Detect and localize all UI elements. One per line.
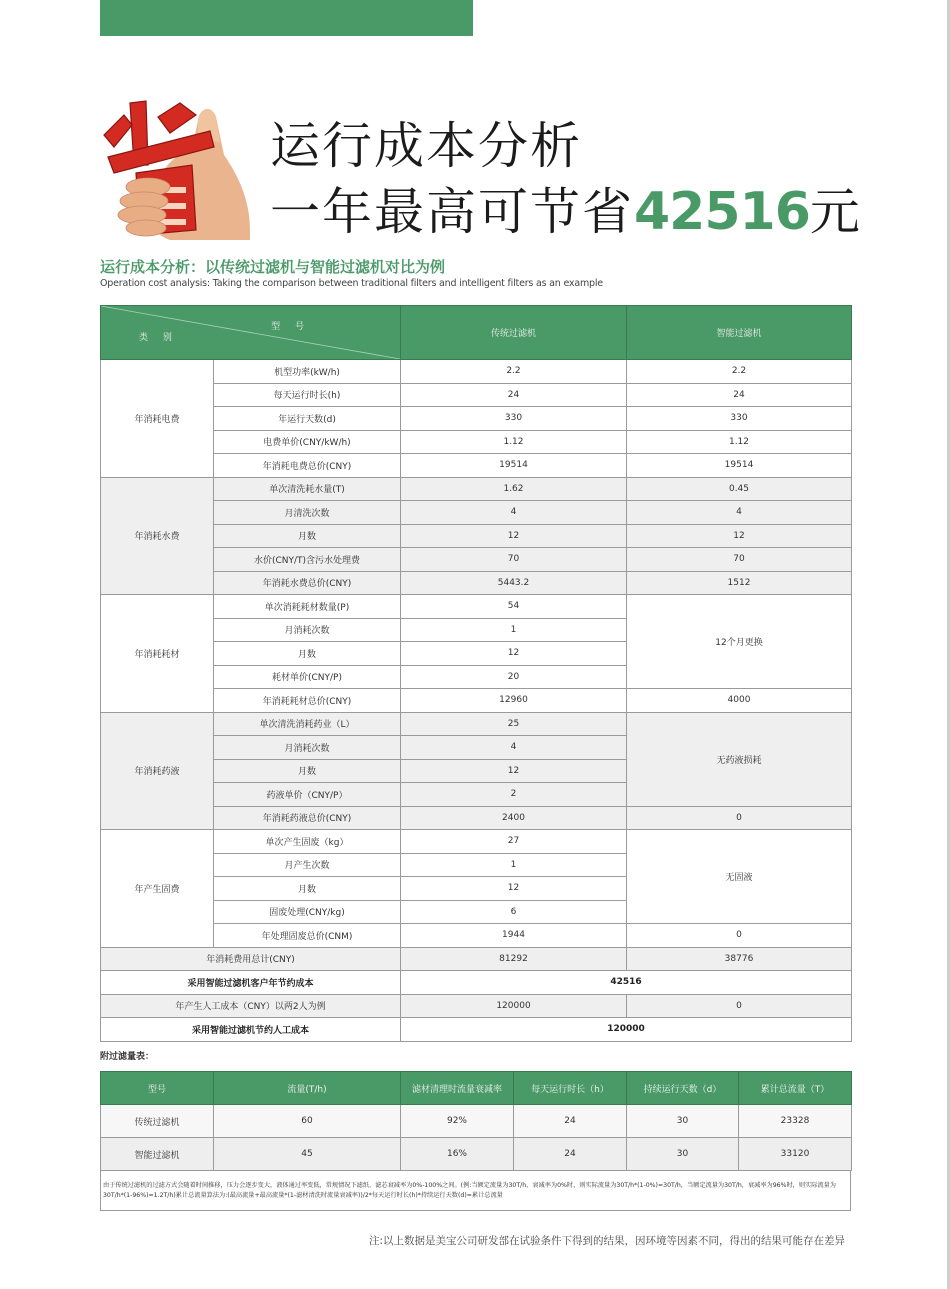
traditional-value: 4: [401, 736, 627, 760]
smart-value: 12: [627, 524, 852, 548]
item-cell: 电费单价(CNY/kW/h): [214, 430, 401, 454]
labor-smart: 0: [627, 994, 852, 1018]
flow-header-decay: 滤材清理时流量衰减率: [401, 1072, 514, 1105]
total-traditional: 81292: [401, 947, 627, 971]
total-label: 年消耗费用总计(CNY): [101, 947, 401, 971]
item-cell: 年处理固废总价(CNM): [214, 924, 401, 948]
smart-value: 0: [627, 806, 852, 830]
hero-title: 运行成本分析: [270, 117, 582, 175]
labor-saving-value: 120000: [401, 1018, 852, 1042]
traditional-value: 27: [401, 830, 627, 854]
table-header-row: [101, 306, 852, 360]
total-smart: 38776: [627, 947, 852, 971]
item-cell: 单次产生固废（kg）: [214, 830, 401, 854]
flow-header-days: 持续运行天数（d）: [627, 1072, 739, 1105]
traditional-value: 54: [401, 595, 627, 619]
item-cell: 单次清洗消耗药业（L）: [214, 712, 401, 736]
header-traditional: 传统过滤机: [401, 306, 627, 360]
category-cell: 年产生固费: [101, 830, 214, 948]
flow-cell: 23328: [739, 1105, 852, 1138]
smart-value: 1.12: [627, 430, 852, 454]
item-cell: 月数: [214, 759, 401, 783]
flow-table-label: 附过滤量表：: [100, 1052, 155, 1062]
table-row: [101, 454, 852, 478]
smart-value: 70: [627, 548, 852, 572]
traditional-value: 1: [401, 853, 627, 877]
smart-value: 0.45: [627, 477, 852, 501]
top-accent-bar: [100, 0, 473, 36]
item-cell: 月数: [214, 877, 401, 901]
header-diagonal-cell: [101, 306, 401, 360]
table-row: [101, 360, 852, 384]
flow-cell: 传统过滤机: [101, 1105, 214, 1138]
item-cell: 耗材单价(CNY/P): [214, 665, 401, 689]
traditional-value: 12: [401, 759, 627, 783]
traditional-value: 20: [401, 665, 627, 689]
flow-cell: 33120: [739, 1138, 852, 1171]
traditional-value: 1944: [401, 924, 627, 948]
item-cell: 年消耗水费总价(CNY): [214, 571, 401, 595]
flow-header-total: 累计总流量（T）: [739, 1072, 852, 1105]
table-row: [101, 477, 852, 501]
flow-row: [101, 1105, 852, 1138]
hero-savings-line: [270, 182, 862, 242]
table-row: [101, 524, 852, 548]
traditional-value: 12: [401, 524, 627, 548]
item-cell: 单次消耗耗材数量(P): [214, 595, 401, 619]
traditional-value: 2.2: [401, 360, 627, 384]
flow-cell: 45: [214, 1138, 401, 1171]
table-row: [101, 501, 852, 525]
header-smart: 智能过滤机: [627, 306, 852, 360]
traditional-value: 25: [401, 712, 627, 736]
item-cell: 药液单价（CNY/P）: [214, 783, 401, 807]
table-row: [101, 924, 852, 948]
traditional-value: 4: [401, 501, 627, 525]
traditional-value: 1.12: [401, 430, 627, 454]
item-cell: 月消耗次数: [214, 618, 401, 642]
flow-cell: 60: [214, 1105, 401, 1138]
category-cell: 年消耗耗材: [101, 595, 214, 713]
section-title-en: Operation cost analysis: Taking the comparison between traditional filters and intelligent filters as an example: [100, 278, 603, 289]
smart-value: 24: [627, 383, 852, 407]
flow-header-model: 型号: [101, 1072, 214, 1105]
flow-cell: 智能过滤机: [101, 1138, 214, 1171]
item-cell: 月清洗次数: [214, 501, 401, 525]
smart-merged-note: 无药液损耗: [627, 712, 852, 806]
table-row: [101, 806, 852, 830]
header-category-label: 类 别: [139, 333, 178, 343]
flow-footnote: 由于传统过滤机的过滤方式会随着时间推移，压力会逐步变大，液体通过率变低，常规情况下滤纸、滤芯衰减率为0%-100%之间。(例:当额定流量为30T/h，衰减率为0%时，则实际流量为30T/h*(1-0%)=30T/h，当额定流量为30T/h，衰减率为96%时，则实际流量为30T/h*(1-96%)=1.2T/h)累计总流量算法为:(最高流量+最高流量*(1-滤材清洗时流量衰减率))/2*每天运行时长(h)*持续运行天数(d)=累计总流量: [100, 1170, 851, 1211]
item-cell: 月消耗次数: [214, 736, 401, 760]
traditional-value: 2400: [401, 806, 627, 830]
smart-value: 330: [627, 407, 852, 431]
smart-value: 4: [627, 501, 852, 525]
saving-row: [101, 971, 852, 995]
traditional-value: 12: [401, 642, 627, 666]
labor-label: 年产生人工成本（CNY）以两2人为例: [101, 994, 401, 1018]
flow-row: [101, 1138, 852, 1171]
flow-volume-table: [100, 1071, 852, 1171]
category-cell: 年消耗药液: [101, 712, 214, 830]
category-cell: 年消耗电费: [101, 360, 214, 478]
table-row: [101, 571, 852, 595]
smart-value: 4000: [627, 689, 852, 713]
smart-value: 2.2: [627, 360, 852, 384]
labor-saving-label: 采用智能过滤机节约人工成本: [101, 1018, 401, 1042]
flow-cell: 30: [627, 1138, 739, 1171]
flow-header-hours: 每天运行时长（h）: [514, 1072, 627, 1105]
table-row: [101, 430, 852, 454]
item-cell: 年消耗耗材总价(CNY): [214, 689, 401, 713]
flow-cell: 92%: [401, 1105, 514, 1138]
traditional-value: 6: [401, 900, 627, 924]
traditional-value: 1.62: [401, 477, 627, 501]
item-cell: 年消耗电费总价(CNY): [214, 454, 401, 478]
flow-header-flow: 流量(T/h): [214, 1072, 401, 1105]
item-cell: 月数: [214, 524, 401, 548]
item-cell: 水价(CNY/T)含污水处理费: [214, 548, 401, 572]
traditional-value: 2: [401, 783, 627, 807]
item-cell: 每天运行时长(h): [214, 383, 401, 407]
smart-value: 0: [627, 924, 852, 948]
labor-row: [101, 994, 852, 1018]
traditional-value: 19514: [401, 454, 627, 478]
saving-label: 采用智能过滤机客户年节约成本: [101, 971, 401, 995]
smart-merged-note: 12个月更换: [627, 595, 852, 689]
traditional-value: 12960: [401, 689, 627, 713]
cost-comparison-table: [100, 305, 852, 1042]
table-row: [101, 830, 852, 854]
traditional-value: 12: [401, 877, 627, 901]
item-cell: 单次清洗耗水量(T): [214, 477, 401, 501]
table-row: [101, 383, 852, 407]
item-cell: 年消耗药液总价(CNY): [214, 806, 401, 830]
traditional-value: 330: [401, 407, 627, 431]
hero-savings-suffix: 元: [809, 183, 862, 241]
table-row: [101, 689, 852, 713]
labor-saving-row: [101, 1018, 852, 1042]
category-cell: 年消耗水费: [101, 477, 214, 595]
flow-cell: 16%: [401, 1138, 514, 1171]
flow-header-row: [101, 1072, 852, 1105]
table-row: [101, 407, 852, 431]
flow-cell: 30: [627, 1105, 739, 1138]
traditional-value: 5443.2: [401, 571, 627, 595]
item-cell: 月数: [214, 642, 401, 666]
smart-value: 19514: [627, 454, 852, 478]
traditional-value: 24: [401, 383, 627, 407]
table-row: [101, 548, 852, 572]
smart-value: 1512: [627, 571, 852, 595]
item-cell: 年运行天数(d): [214, 407, 401, 431]
total-row: [101, 947, 852, 971]
table-row: [101, 712, 852, 736]
hero-savings-prefix: 一年最高可节省: [270, 183, 634, 241]
section-title-cn: 运行成本分析：以传统过滤机与智能过滤机对比为例: [100, 258, 446, 276]
traditional-value: 70: [401, 548, 627, 572]
hero-savings-amount: 42516: [634, 182, 810, 242]
flow-cell: 24: [514, 1138, 627, 1171]
item-cell: 机型功率(kW/h): [214, 360, 401, 384]
traditional-value: 1: [401, 618, 627, 642]
labor-traditional: 120000: [401, 994, 627, 1018]
disclaimer-note: 注:以上数据是美宝公司研发部在试验条件下得到的结果，因环境等因素不同，得出的结果可能存在差异: [369, 1235, 846, 1247]
smart-merged-note: 无固液: [627, 830, 852, 924]
header-model-label: 型 号: [271, 322, 310, 332]
hand-holding-sheng-icon: [100, 95, 260, 240]
saving-value: 42516: [401, 971, 852, 995]
flow-cell: 24: [514, 1105, 627, 1138]
item-cell: 固废处理(CNY/kg): [214, 900, 401, 924]
item-cell: 月产生次数: [214, 853, 401, 877]
table-row: [101, 595, 852, 619]
